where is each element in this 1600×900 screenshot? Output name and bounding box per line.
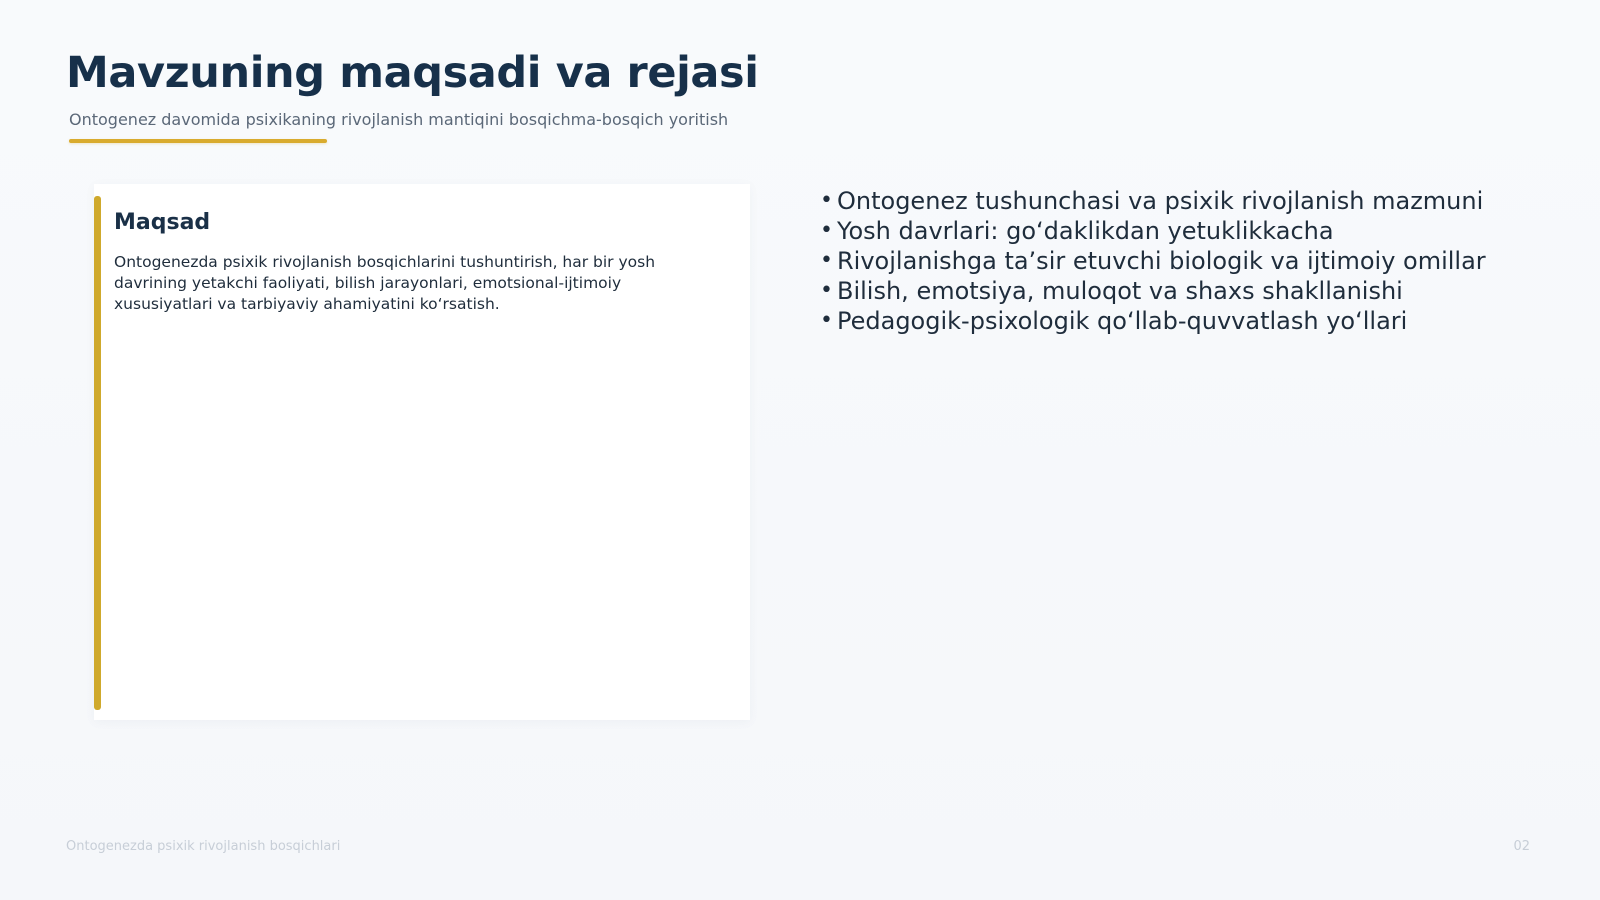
bullet-icon: • [820,248,833,273]
bullet-icon: • [820,308,833,333]
plan-item-age-periods [820,216,1540,246]
title-accent-line [69,139,327,143]
footer-title: Ontogenezda psixik rivojlanish bosqichlari [66,839,341,854]
plan-item-text: Pedagogik-psixologik qo‘llab-quvvatlash yo‘llari [837,307,1408,335]
bullet-icon: • [820,188,833,213]
plan-item-support [820,306,1540,336]
goal-card [94,184,750,720]
page-number: 02 [1513,839,1530,854]
slide-title: Mavzuning maqsadi va rejasi [66,48,759,98]
plan-item-personality [820,276,1540,306]
slide-subtitle: Ontogenez davomida psixikaning rivojlanish mantiqini bosqichma-bosqich yoritish [69,110,729,129]
plan-item-text: Yosh davrlari: go‘daklikdan yetuklikkacha [837,217,1334,245]
goal-accent-bar [94,196,101,710]
goal-heading: Maqsad [114,210,211,235]
plan-list [820,186,1540,336]
plan-item-text: Bilish, emotsiya, muloqot va shaxs shakllanishi [837,277,1403,305]
plan-item-text: Ontogenez tushunchasi va psixik rivojlanish mazmuni [837,187,1484,215]
plan-item-ontogeny [820,186,1540,216]
bullet-icon: • [820,218,833,243]
bullet-icon: • [820,278,833,303]
goal-description: Ontogenezda psixik rivojlanish bosqichlarini tushuntirish, har bir yosh davrining yetakchi faoliyati, bilish jarayonlari, emotsional-ijtimoiy xususiyatlari va tarbiyaviy ahamiyatini ko‘rsatish. [114,253,656,313]
plan-item-text: Rivojlanishga ta’sir etuvchi biologik va ijtimoiy omillar [837,247,1486,275]
plan-item-factors [820,246,1540,276]
